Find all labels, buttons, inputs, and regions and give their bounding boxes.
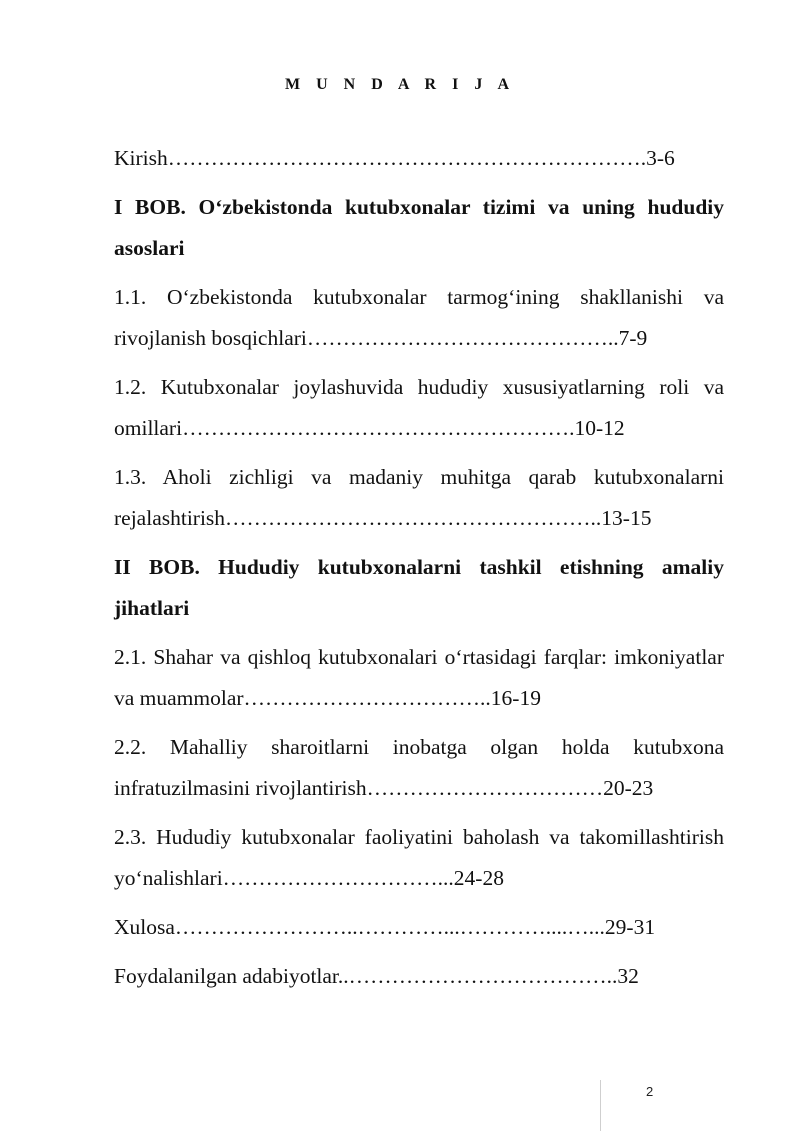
toc-entry-2-3[interactable]: 2.3. Hududiy kutubxonalar faoliyatini baholash va takomillashtirish yo‘nalishlari…………………………...24-28 xyxy=(114,825,724,890)
toc-entry-conclusion[interactable]: Xulosa……………………..…………...…………....…...29-31 xyxy=(114,915,656,939)
footer-divider xyxy=(600,1080,601,1131)
toc-chapter-2[interactable]: II BOB. Hududiy kutubxonalarni tashkil etishning amaliy jihatlari xyxy=(114,555,724,620)
table-of-contents xyxy=(114,138,724,1005)
toc-entry-references[interactable]: Foydalanilgan adabiyotlar..………………………………..32 xyxy=(114,964,639,988)
toc-entry-1-3[interactable]: 1.3. Aholi zichligi va madaniy muhitga qarab kutubxonalarni rejalashtirish……………………………………………..13-15 xyxy=(114,465,724,530)
toc-chapter-1[interactable]: I BOB. O‘zbekistonda kutubxonalar tizimi va uning hududiy asoslari xyxy=(114,195,724,260)
toc-entry-1-2[interactable]: 1.2. Kutubxonalar joylashuvida hududiy xususiyatlarning roli va omillari……………………………………………….10-12 xyxy=(114,375,724,440)
toc-title: M U N D A R I J A xyxy=(284,76,515,93)
toc-entry-1-1[interactable]: 1.1. O‘zbekistonda kutubxonalar tarmog‘ining shakllanishi va rivojlanish bosqichlari……………………………………..7-9 xyxy=(114,285,724,350)
toc-entry-2-2[interactable]: 2.2. Mahalliy sharoitlarni inobatga olgan holda kutubxona infratuzilmasini rivojlantirish……………………………20-23 xyxy=(114,735,724,800)
page-number: 2 xyxy=(646,1084,654,1099)
toc-entry-2-1[interactable]: 2.1. Shahar va qishloq kutubxonalari o‘rtasidagi farqlar: imkoniyatlar va muammolar……………………………..16-19 xyxy=(114,645,724,710)
toc-entry-introduction[interactable]: Kirish………………………………………………………….3-6 xyxy=(114,146,675,170)
